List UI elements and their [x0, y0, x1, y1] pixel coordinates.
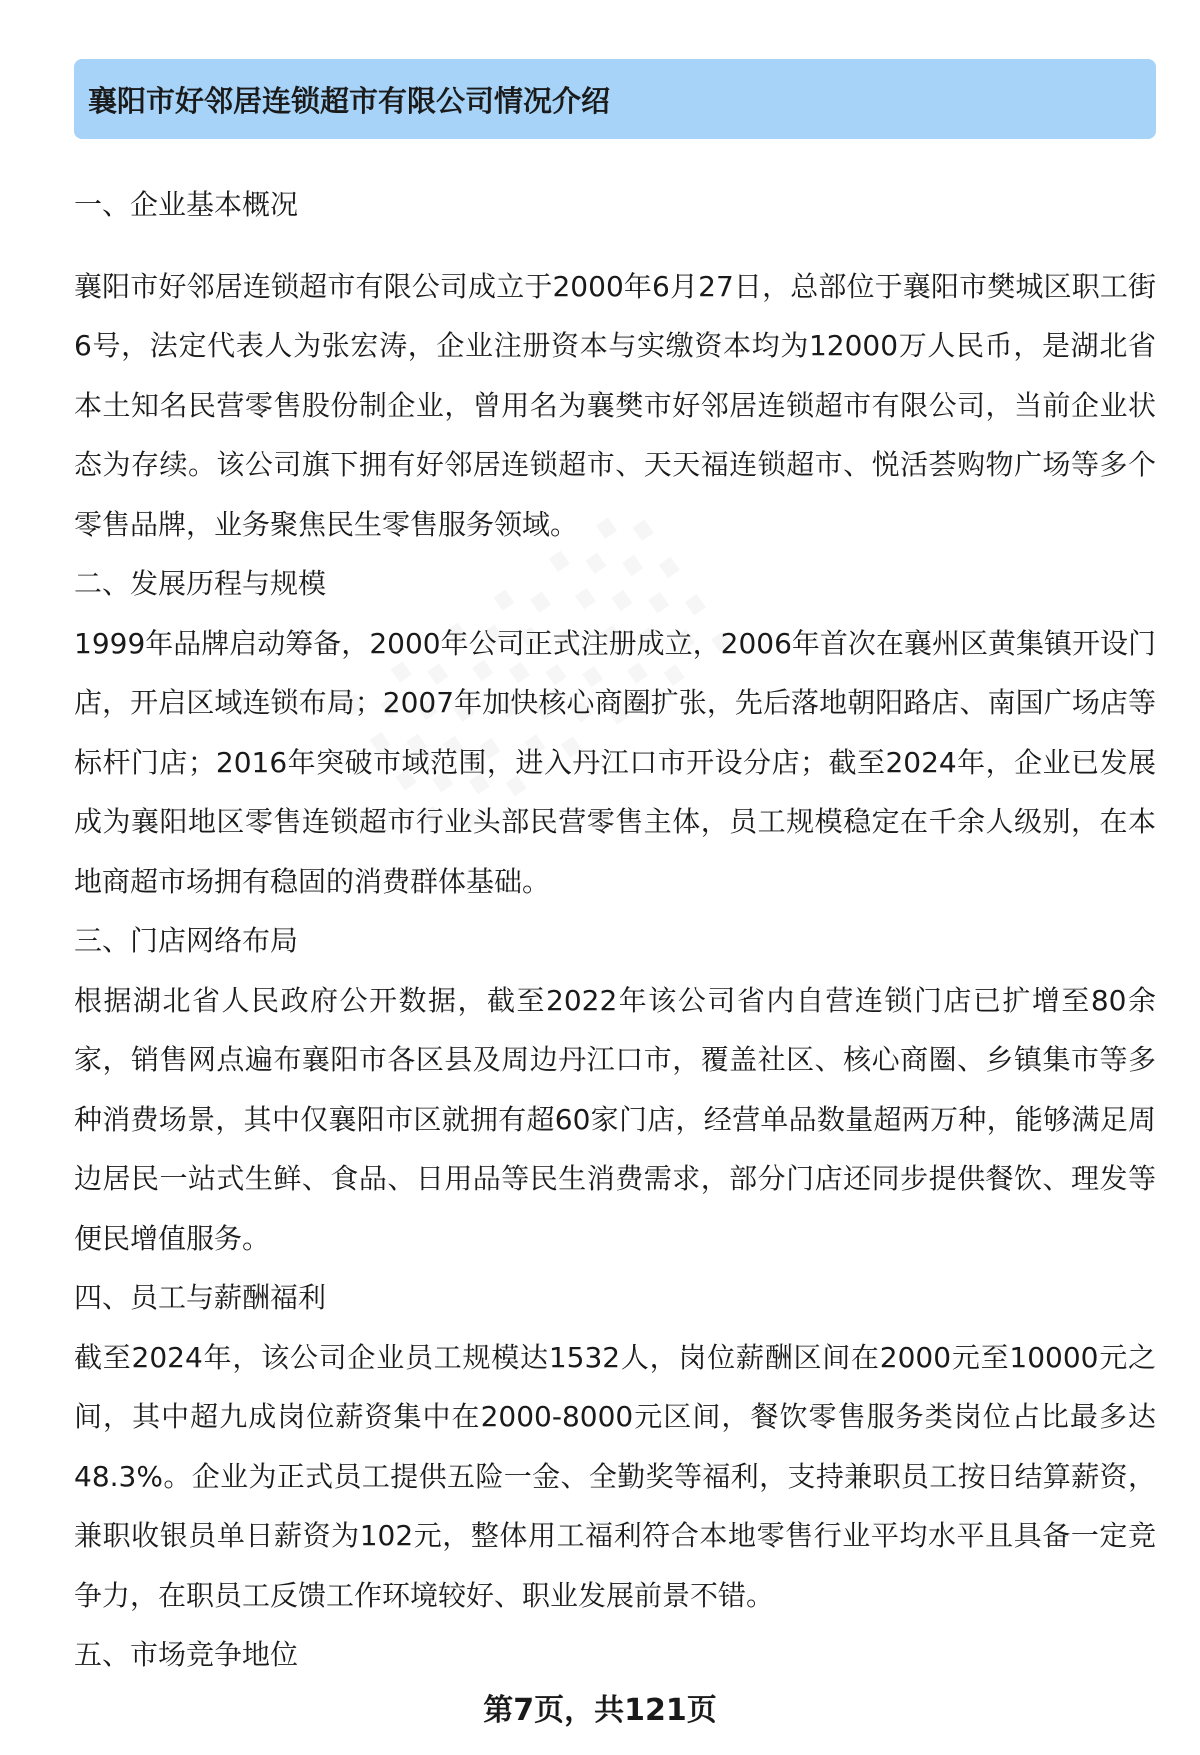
document-body [74, 175, 1156, 1685]
section-heading-1: 一、企业基本概况 [74, 188, 299, 221]
section-body-4: 截至2024年，该公司企业员工规模达1532人，岗位薪酬区间在2000元至10000元之间，其中超九成岗位薪资集中在2000-8000元区间，餐饮零售服务类岗位占比最多达48.3%。企业为正式员工提供五险一金、全勤奖等福利，支持兼职员工按日结算薪资，兼职收银员单日薪资为102元，整体用工福利符合本地零售行业平均水平且具备一定竞争力，在职员工反馈工作环境较好、职业发展前景不错。 [74, 1340, 1156, 1612]
page-number: 第7页，共121页 [483, 1693, 717, 1728]
section-heading-2: 二、发展历程与规模 [74, 567, 327, 600]
section-body-3: 根据湖北省人民政府公开数据，截至2022年该公司省内自营连锁门店已扩增至80余家，销售网点遍布襄阳市各区县及周边丹江口市，覆盖社区、核心商圈、乡镇集市等多种消费场景，其中仅襄阳市区就拥有超60家门店，经营单品数量超两万种，能够满足周边居民一站式生鲜、食品、日用品等民生消费需求，部分门店还同步提供餐饮、理发等便民增值服务。 [74, 983, 1156, 1255]
section-heading-4: 四、员工与薪酬福利 [74, 1281, 327, 1314]
section-body-2: 1999年品牌启动筹备，2000年公司正式注册成立，2006年首次在襄州区黄集镇开设门店，开启区域连锁布局；2007年加快核心商圈扩张，先后落地朝阳路店、南国广场店等标杆门店；2016年突破市域范围，进入丹江口市开设分店；截至2024年，企业已发展成为襄阳地区零售连锁超市行业头部民营零售主体，员工规模稳定在千余人级别，在本地商超市场拥有稳固的消费群体基础。 [74, 626, 1156, 898]
section-heading-5: 五、市场竞争地位 [74, 1638, 299, 1671]
title-bar [74, 59, 1156, 139]
document-title: 襄阳市好邻居连锁超市有限公司情况介绍 [88, 83, 611, 118]
section-body-1: 襄阳市好邻居连锁超市有限公司成立于2000年6月27日，总部位于襄阳市樊城区职工街6号，法定代表人为张宏涛，企业注册资本与实缴资本均为12000万人民币，是湖北省本土知名民营零售股份制企业，曾用名为襄樊市好邻居连锁超市有限公司，当前企业状态为存续。该公司旗下拥有好邻居连锁超市、天天福连锁超市、悦活荟购物广场等多个零售品牌，业务聚焦民生零售服务领域。 [74, 269, 1156, 541]
section-heading-3: 三、门店网络布局 [74, 924, 299, 957]
